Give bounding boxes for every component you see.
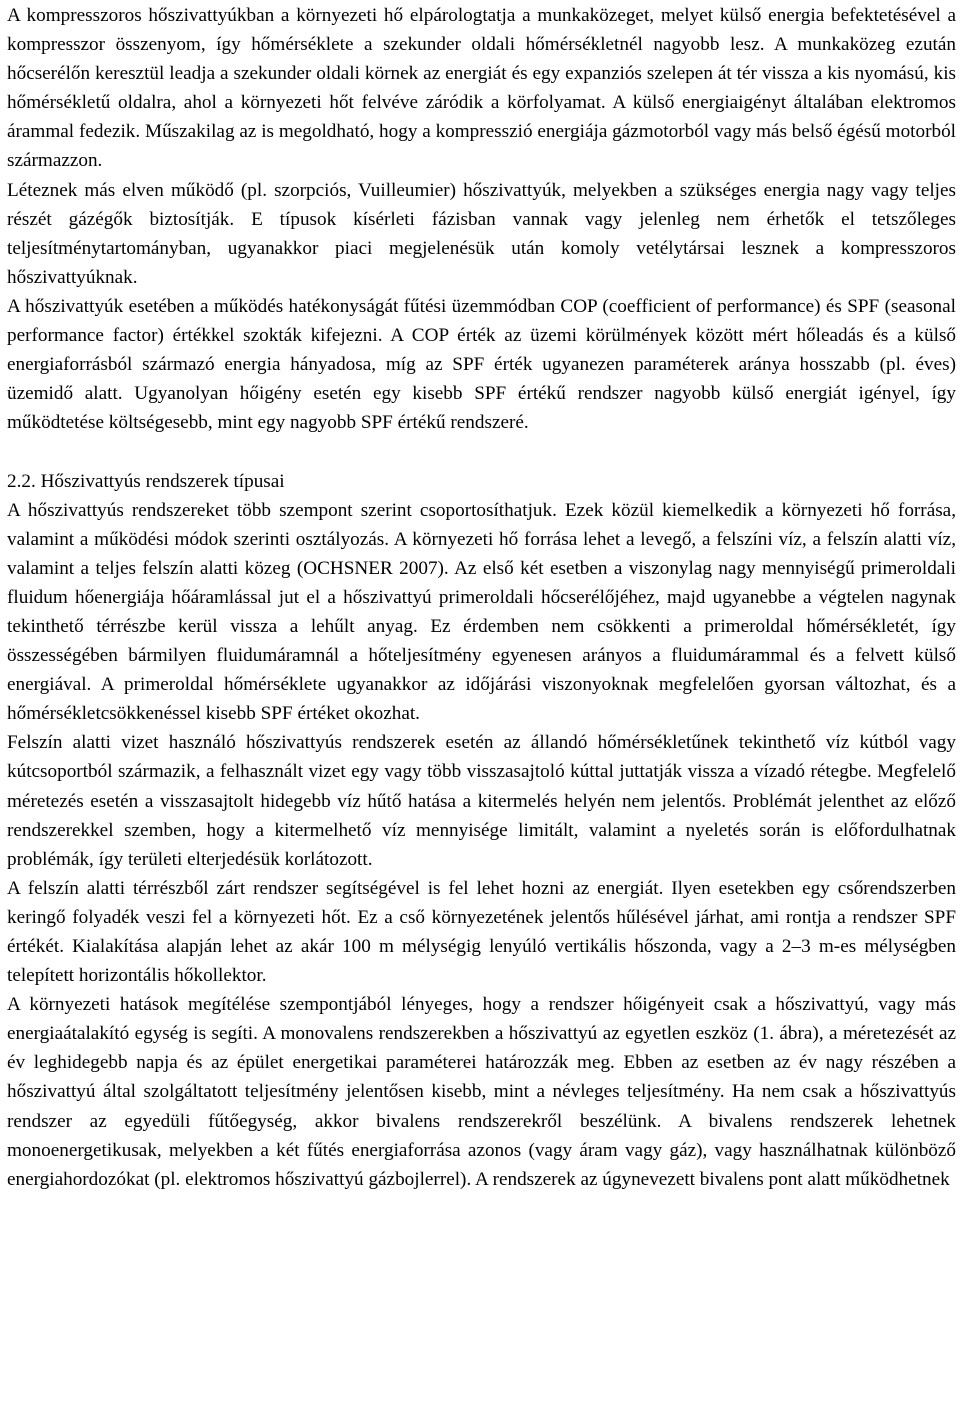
- section-heading: 2.2. Hőszivattyús rendszerek típusai: [7, 470, 285, 492]
- paragraph-groundwater-systems: Felszín alatti vizet használó hőszivattyús rendszerek esetén az állandó hőmérsékletűnek tekinthető víz kútból vagy kútcsoportból származik, a felhasznált vizet egy vagy több visszasajtoló kúttal juttatják vissza a vízadó rétegbe. Megfelelő méretezés esetén a visszasajtolt hidegebb víz hűtő hatása a kitermelés helyén nem jelentős. Problémát jelenthet az előző rendszerekkel szemben, hogy a kitermelhető víz mennyisége limitált, valamint a nyeletés során is előfordulhatnak problémák, így területi elterjedésük korlátozott.: [7, 732, 956, 870]
- paragraph-closed-loop-systems: A felszín alatti térrészből zárt rendszer segítségével is fel lehet hozni az energiát. Ilyen esetekben egy csőrendszerben keringő folyadék veszi fel a környezeti hőt. Ez a cső környezetének jelentős hűlésével járhat, ami rontja a rendszer SPF értékét. Kialakítása alapján lehet az akár 100 m mélységig lenyúló vertikális hőszonda, vagy a 2–3 m-es mélységben telepített horizontális hőkollektor.: [7, 877, 956, 987]
- paragraph-monovalent-bivalent: A környezeti hatások megítélése szempontjából lényeges, hogy a rendszer hőigényeit csak a hőszivattyú, vagy más energiaátalakító egység is segíti. A monovalens rendszerekben a hőszivattyú az egyetlen eszköz (1. ábra), a méretezését az év leghidegebb napja és az épület energetikai paraméterei határozzák meg. Ebben az esetben az év nagy részében a hőszivattyú által szolgáltatott teljesítmény jelentősen kisebb, mint a névleges teljesítmény. Ha nem csak a hőszivattyús rendszer az egyedüli fűtőegység, akkor bivalens rendszerekről beszélünk. A bivalens rendszerek lehetnek monoenergetikusak, melyekben a két fűtés energiaforrása azonos (vagy áram vagy gáz), vagy használhatnak különböző energiahordozókat (pl. elektromos hőszivattyú gázbojlerrel). A rendszerek az úgynevezett bivalens pont alatt működhetnek: [7, 994, 956, 1190]
- paragraph-compressor-heat-pumps: A kompresszoros hőszivattyúkban a környezeti hő elpárologtatja a munkaközeget, melyet külső energia befektetésével a kompresszor összenyom, így hőmérséklete a szekunder oldali hőmérsékletnél nagyobb lesz. A munkaközeg ezután hőcserélőn keresztül leadja a szekunder oldali körnek az energiát és egy expanziós szelepen át tér vissza a kis nyomású, kis hőmérsékletű oldalra, ahol a környezeti hőt felvéve záródik a körfolyamat. A külső energiaigényt általában elektromos árammal fedezik. Műszakilag az is megoldható, hogy a kompresszió energiája gázmotorból vagy más belső égésű motorból származzon.: [7, 5, 956, 172]
- paragraph-cop-spf: A hőszivattyúk esetében a működés hatékonyságát fűtési üzemmódban COP (coefficient of performance) és SPF (seasonal performance factor) értékkel szokták kifejezni. A COP érték az üzemi körülmények között mért hőleadás és a külső energiaforrásból származó energia hányadosa, míg az SPF érték ugyanezen paraméterek aránya hosszabb (pl. éves) üzemidő alatt. Ugyanolyan hőigény esetén egy kisebb SPF értékű rendszer nagyobb külső energiát igényel, így működtetése költségesebb, mint egy nagyobb SPF értékű rendszeré.: [7, 295, 956, 434]
- paragraph-other-principles: Léteznek más elven működő (pl. szorpciós, Vuilleumier) hőszivattyúk, melyekben a szükséges energia nagy vagy teljes részét gázégők biztosítják. E típusok kísérleti fázisban vannak vagy jelenleg nem érhetők el tetszőleges teljesítménytartományban, ugyanakkor piaci megjelenésük után komoly vetélytársai lesznek a kompresszoros hőszivattyúknak.: [7, 179, 956, 288]
- paragraph-heat-source-types: A hőszivattyús rendszereket több szempont szerint csoportosíthatjuk. Ezek közül kiemelkedik a környezeti hő forrása, valamint a működési módok szerinti osztályozás. A környezeti hő forrása lehet a levegő, a felszíni víz, a felszín alatti víz, valamint a teljes felszín alatti közeg (OCHSNER 2007). Az első két esetben a viszonylag nagy mennyiségű primeroldali fluidum hőenergiája hőáramlással jut el a hőszivattyú primeroldali hőcserélőjéhez, majd ugyanebbe a végtelen nagynak tekinthető térrészbe kerül vissza a lehűlt anyag. Ez érdemben nem csökkenti a primeroldal hőmérsékletét, így összességében bármilyen fluidumáramnál a hőteljesítmény egyenesen arányos a fluidumárammal és a felvett külső energiával. A primeroldal hőmérséklete ugyanakkor az időjárási viszonyoknak megfelelően gyorsan változhat, és a hőmérsékletcsökkenéssel kisebb SPF értéket okozhat.: [7, 499, 956, 725]
